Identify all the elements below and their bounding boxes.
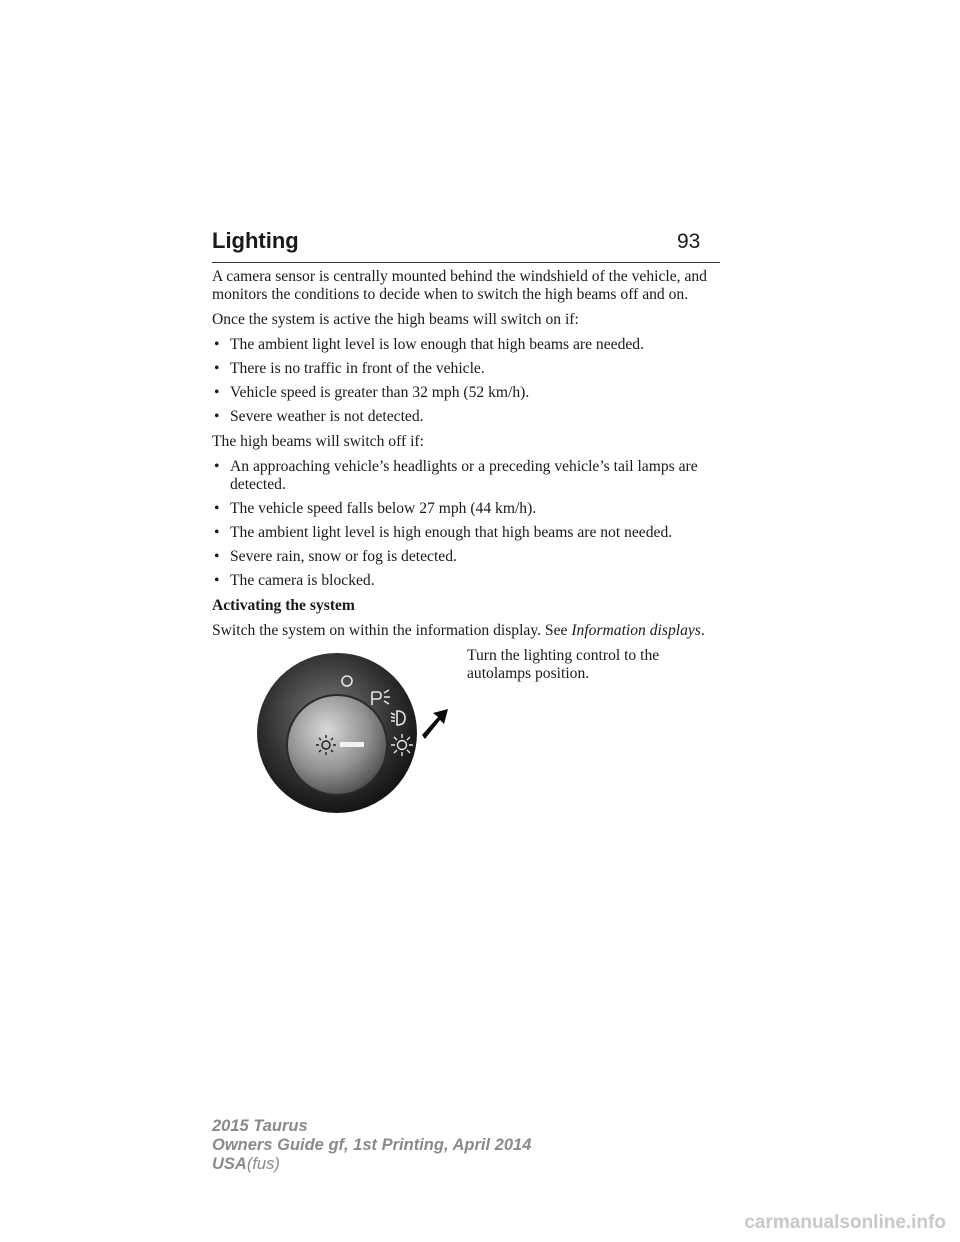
lighting-control-knob[interactable] <box>287 695 387 795</box>
section-paragraph: Switch the system on within the information display. See Information displays. <box>212 622 705 639</box>
bullet-icon: • <box>214 408 220 425</box>
page-title: Lighting <box>212 228 299 253</box>
footer-model: 2015 Taurus <box>212 1117 308 1135</box>
off-conditions-list <box>212 458 720 590</box>
lighting-control-figure <box>252 647 452 817</box>
figure-caption: Turn the lighting control to the autolamps position. <box>467 647 660 682</box>
bullet-icon: • <box>214 360 220 377</box>
bullet-icon: • <box>214 336 220 353</box>
bullet-icon: • <box>214 524 220 541</box>
footer-market: USA(fus) <box>212 1155 280 1173</box>
list-item: • The camera is blocked. <box>214 572 375 589</box>
list-item: • The ambient light level is low enough that high beams are needed. <box>214 336 644 353</box>
on-conditions-list <box>212 336 720 426</box>
pointer-arrow-icon <box>422 709 448 739</box>
document-body <box>212 268 720 817</box>
intro-paragraph: A camera sensor is centrally mounted behind the windshield of the vehicle, and monitors the conditions to decide when to switch the high beams off and on. <box>212 268 707 303</box>
bullet-icon: • <box>214 572 220 589</box>
list-item: • There is no traffic in front of the vehicle. <box>214 360 485 377</box>
figure-row <box>212 647 720 817</box>
list-item: • The ambient light level is high enough that high beams are not needed. <box>214 524 673 541</box>
bullet-icon: • <box>214 500 220 517</box>
cross-reference-link[interactable]: Information displays <box>571 622 701 639</box>
bullet-icon: • <box>214 548 220 565</box>
footer <box>212 1117 531 1174</box>
list-item: • Severe rain, snow or fog is detected. <box>214 548 457 565</box>
section-heading: Activating the system <box>212 597 355 614</box>
page-number: 93 <box>677 230 701 253</box>
list-item: • The vehicle speed falls below 27 mph (44 km/h). <box>214 500 537 517</box>
knob-indicator <box>340 742 364 747</box>
list-item: • An approaching vehicle’s headlights or a preceding vehicle’s tail lamps are detected. <box>214 458 698 493</box>
bullet-icon: • <box>214 384 220 401</box>
off-conditions-intro: The high beams will switch off if: <box>212 433 424 450</box>
bullet-icon: • <box>214 458 220 475</box>
on-conditions-intro: Once the system is active the high beams will switch on if: <box>212 311 579 328</box>
list-item: • Vehicle speed is greater than 32 mph (52 km/h). <box>214 384 530 401</box>
watermark: carmanualsonline.info <box>744 1212 946 1233</box>
list-item: • Severe weather is not detected. <box>214 408 424 425</box>
footer-edition: Owners Guide gf, 1st Printing, April 2014 <box>212 1136 532 1154</box>
